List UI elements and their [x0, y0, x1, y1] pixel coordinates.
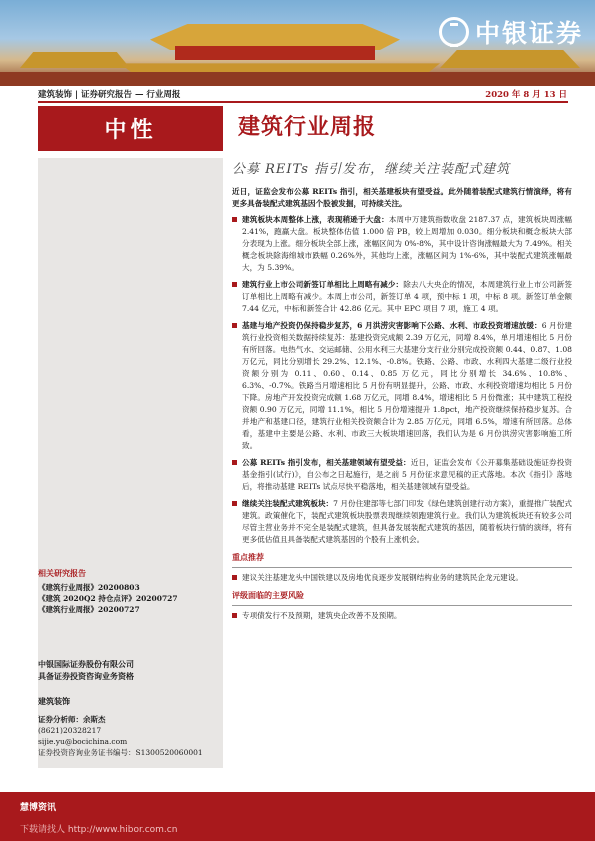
- related-report-item[interactable]: 《建筑行业周报》20200727: [38, 605, 140, 614]
- bullet-square-icon: [232, 501, 237, 506]
- bullet-lead: 建筑板块本周整体上涨，表现稍逊于大盘：: [242, 215, 389, 224]
- header-banner: [0, 0, 595, 86]
- palace-roof-right: [440, 50, 580, 68]
- bank-logo-icon: [439, 17, 469, 47]
- palace-roof-left: [20, 52, 130, 68]
- palace-hall: [0, 72, 595, 86]
- analyst-license: 证券投资咨询业务证书编号：S1300520060001: [38, 748, 203, 757]
- analyst-phone: (8621)20328217: [38, 726, 102, 735]
- related-report-item[interactable]: 《建筑 2020Q2 持仓点评》20200727: [38, 594, 178, 603]
- bullet-square-icon: [232, 323, 237, 328]
- bullet-square-icon: [232, 460, 237, 465]
- bullet-item: [232, 279, 572, 315]
- company-name: 中银国际证券股份有限公司: [38, 659, 134, 669]
- recommend-item: [232, 572, 572, 584]
- analyst-name: 证券分析师：余斯杰: [38, 715, 106, 724]
- bullet-item: [232, 498, 572, 546]
- related-reports-list: [38, 582, 223, 615]
- bullet-square-icon: [232, 217, 237, 222]
- bullet-square-icon: [232, 282, 237, 287]
- sector-label: 建筑装饰: [38, 696, 70, 706]
- report-body: [232, 186, 572, 627]
- footer-watermark-title: 慧博资讯: [20, 803, 57, 813]
- related-reports-heading: 相关研究报告: [38, 568, 86, 578]
- section-divider: [232, 567, 572, 568]
- company-info: [38, 658, 223, 682]
- header-divider: [38, 101, 568, 103]
- analyst-info: [38, 714, 223, 758]
- related-report-item[interactable]: 《建筑行业周报》20200803: [38, 583, 140, 592]
- bullet-lead: 公募 REITs 指引发布，相关基建领域有望受益：: [242, 458, 411, 467]
- bullet-text: 本周中万建筑指数收盘 2187.37 点，建筑板块周涨幅 2.41%，跑赢大盘。板块整体估值 1.000 倍 PB，较上周增加 0.030。细分板块和概念板块大部分表现为上涨。细分板块全部上涨，涨幅区间为 0%-8%，其中设计咨询涨幅最大为 7.49%。相关概念板块除海绵城市跌幅 0.26%外，其他均上涨，涨幅区间为 1%-6%，其中装配式建筑涨幅最大，为 5.39%。: [242, 215, 573, 272]
- bullet-square-icon: [232, 575, 237, 580]
- section-divider: [232, 605, 572, 606]
- bullet-item: [232, 214, 572, 274]
- risk-heading: 评级面临的主要风险: [232, 590, 304, 600]
- recommend-heading: 重点推荐: [232, 552, 264, 562]
- bullet-text: 除去八大央企的情况，本周建筑行业上市公司新签订单相比上周略有减少。本周上市公司，新签订单 4 项，预中标 1 项，中标 8 项。新签订单金额 7.44 亿元，中标和新签合计 42.86 亿元。其中 EPC 项目 7 项，施工 4 项。: [242, 280, 572, 313]
- risk-item: [232, 610, 572, 622]
- intro-paragraph: 近日，证监会发布公募 REITs 指引，相关基建板块有望受益。此外随着装配式建筑行情演绎，将有更多具备装配式建筑基因个股被发掘，可持续关注。: [232, 187, 572, 208]
- bullet-lead: 继续关注装配式建筑板块：: [242, 499, 334, 508]
- page-title: 建筑行业周报: [238, 114, 377, 140]
- report-date: 2020 年 8 月 13 日: [485, 90, 567, 100]
- bullet-lead: 基建与地产投资仍保持稳步复苏，6 月洪涝灾害影响下公路、水利、市政投资增速放缓：: [242, 321, 542, 330]
- bullet-text: 近日，证监会发布《公开募集基础设施证券投资基金指引(试行)》，自公布之日起施行，是之前 5 月份征求意见稿的正式落地。本次《指引》落地后，将推动基建 REITs 试点尽快平稳落地，相关基建领域有望受益。: [242, 458, 573, 491]
- rating-badge: 中性: [38, 106, 223, 151]
- brand-name: 中银证券: [474, 19, 583, 48]
- breadcrumb: 建筑装饰 | 证券研究报告 — 行业周报: [38, 90, 181, 100]
- footer-watermark-link[interactable]: 下载请找人 http://www.hibor.com.cn: [20, 825, 178, 835]
- bullet-item: [232, 457, 572, 493]
- recommend-text: 建议关注基建龙头中国铁建以及房地优良逐步发展钢结构业务的建筑民企龙元建设。: [242, 573, 523, 582]
- palace-roof-band: [175, 46, 375, 60]
- company-qualification: 具备证券投资咨询业务资格: [38, 671, 134, 681]
- bullet-text: 7 月份住建部等七部门印发《绿色建筑创建行动方案》，重提推广装配式建筑。政策催化下，装配式建筑板块股票表现继续领跑建筑行业。我们认为建筑板块还有较多公司尽管主营业务并不完全是装配式建筑，但具备发展装配式建筑的基因，随着板块行情的演绎，将有更多低估值且具备装配式建筑基因的个股有上涨机会。: [242, 499, 572, 544]
- bullet-text: 6 月份建筑行业投资相关数据持续复苏：基建投资完成额 2.39 万亿元，同增 8.4%，单月增速相比 5 月份有所回落。电热气水、交运邮储、公用水利三大基建分支行业分别完成投资额 0.44、0.87、1.08 万亿元，同比分别增长 29.2%、12.1%、-0.8%。铁路、公路、市政、水利四大基建二级行业投资额分别为 0.11、0.60、0.14、0.85 万亿元，同比分别增长 34.6%、10.8%、6.3%、-0.7%。铁路当月增速相比 5 月份有明显提升，公路、市政、水利投资增速均相比 5 月份下降。房地产开发投资完成额 1.68 万亿元，同增 8.4%，增速相比 5 月份微涨；其中建筑工程投资额 0.90 万亿元，同增 11.1%，相比 5 月份增速提升 1.8pct，地产投资继续保持稳步复苏。合并地产和基建口径，建筑行业相关投资额合计为 2.85 万亿元，同增 6.5%，增速有所回落。总体看，基建中主要是公路、水利、市政三大板块增速回落，我们认为是 6 月份洪涝灾害影响施工所致。: [242, 321, 572, 450]
- bullet-item: [232, 320, 572, 452]
- bullet-square-icon: [232, 613, 237, 618]
- risk-text: 专项债发行不及预期，建筑央企改善不及预期。: [242, 611, 402, 620]
- page-subtitle: 公募 REITs 指引发布，继续关注装配式建筑: [232, 162, 511, 177]
- brand-logo: [439, 14, 583, 50]
- bullet-lead: 建筑行业上市公司新签订单相比上周略有减少：: [242, 280, 404, 289]
- analyst-email[interactable]: sijie.yu@bocichina.com: [38, 737, 128, 746]
